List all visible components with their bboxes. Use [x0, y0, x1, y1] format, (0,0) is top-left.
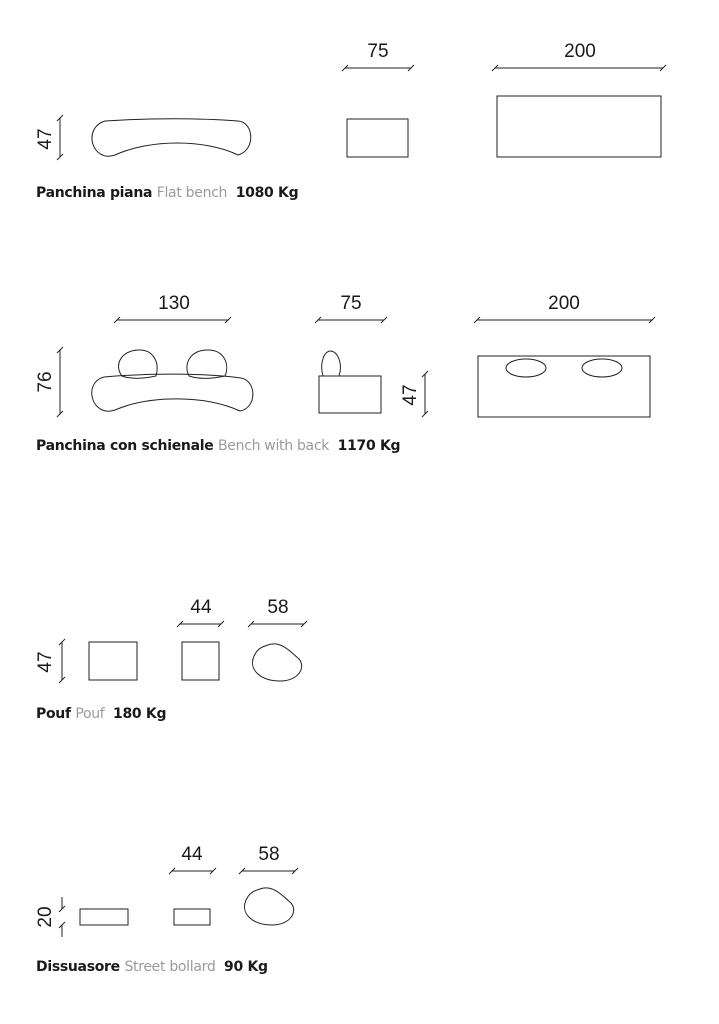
flat-bench-front-view [92, 119, 251, 156]
bench-back-width-dim: 130 [158, 293, 190, 314]
bollard-name-en: Street bollard [124, 959, 216, 975]
flat-bench-length-dim: 200 [564, 41, 596, 62]
bench-back-front-view [92, 374, 253, 411]
bench-back-name-en: Bench with back [218, 438, 330, 454]
flat-bench-name-en: Flat bench [156, 185, 228, 201]
flat-bench-top-view [497, 96, 661, 157]
bench-back-name-it: Panchina con schienale [36, 438, 214, 454]
pouf-height-dim: 47 [35, 651, 56, 673]
pouf-name-en: Pouf [75, 706, 105, 722]
flat-bench-caption [36, 185, 298, 201]
pouf-front-view [89, 642, 137, 680]
bench-back-height-dim: 76 [35, 371, 56, 393]
bollard-caption [36, 959, 268, 975]
bollard-plan-dim: 58 [258, 844, 280, 865]
bench-with-back-caption [36, 438, 400, 454]
bollard-name-it: Dissuasore [36, 959, 120, 975]
flat-bench-height-dim: 47 [35, 128, 56, 150]
flat-bench-depth-dim: 75 [367, 41, 389, 62]
bench-back-top-left-cushion [506, 359, 546, 377]
bench-back-top-right-cushion [582, 359, 622, 377]
pouf-plan-dim: 58 [267, 597, 289, 618]
pouf-side-view [182, 642, 219, 680]
flat-bench-name-it: Panchina piana [36, 185, 153, 201]
bench-back-weight: 1170 Kg [337, 438, 401, 454]
bollard-weight: 90 Kg [224, 959, 268, 975]
bench-back-top-view [478, 356, 650, 417]
bench-back-depth-dim: 75 [340, 293, 362, 314]
flat-bench-drawings [35, 41, 666, 160]
pouf-plan-view [253, 644, 302, 681]
pouf-drawings [35, 597, 307, 683]
bench-back-seat-height-dim: 47 [400, 384, 421, 406]
bollard-plan-view [245, 888, 294, 925]
bollard-height-dim: 20 [35, 906, 56, 928]
bench-back-side-backrest [322, 351, 341, 376]
bench-back-side-view [319, 376, 381, 413]
bollard-front-view [80, 909, 128, 925]
pouf-name-it: Pouf [36, 706, 71, 722]
pouf-weight: 180 Kg [113, 706, 167, 722]
bollard-drawings [35, 844, 298, 937]
bench-with-back-drawings [35, 293, 655, 417]
pouf-caption [36, 706, 166, 722]
pouf-depth-dim: 44 [190, 597, 212, 618]
bollard-side-view [174, 909, 210, 925]
flat-bench-weight: 1080 Kg [235, 185, 299, 201]
bollard-depth-dim: 44 [181, 844, 203, 865]
bench-back-length-dim: 200 [548, 293, 580, 314]
flat-bench-side-view [347, 119, 408, 157]
